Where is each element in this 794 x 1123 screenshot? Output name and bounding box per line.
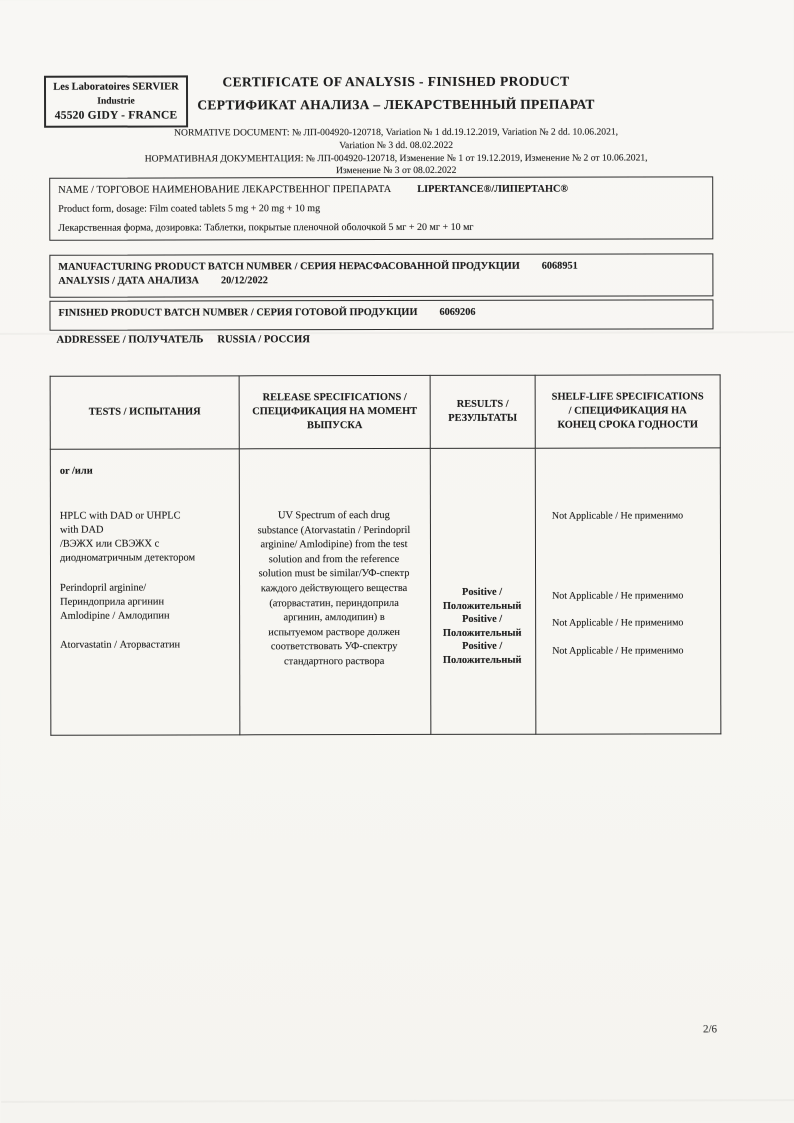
page-number: 2/6 [702, 1023, 718, 1036]
analysis-date-label: ANALYSIS / ДАТА АНАЛИЗА [58, 275, 199, 287]
cell-tests [50, 449, 240, 735]
cell-shelf-life [535, 448, 721, 734]
header-results: RESULTS / РЕЗУЛЬТАТЫ [430, 375, 535, 448]
shelf-life-not-applicable-4: Not Applicable / Не применимо [552, 645, 684, 657]
header-shelf-life-specifications: SHELF-LIFE SPECIFICATIONS / СПЕЦИФИКАЦИЯ НА КОНЕЦ СРОКА ГОДНОСТИ [535, 375, 720, 448]
manufacturer-name: Les Laboratoires SERVIER [53, 81, 179, 93]
normative-ru-line2: Изменение № 3 от 08.02.2022 [335, 165, 457, 177]
addressee-value: RUSSIA / РОССИЯ [217, 334, 310, 346]
tests-method: HPLC with DAD or UHPLC with DAD /ВЭЖХ или СВЭЖХ с диодноматричным детектором [59, 510, 196, 564]
tests-substances: Perindopril arginine/ Периндоприла аргинин Amlodipine / Амлодипин [60, 582, 170, 622]
release-specification-text: UV Spectrum of each drug substance (Atorvastatin / Perindopril arginine/ Amlodipine) from the test solution and from the reference solution must be similar/УФ-спектр каждого действующего вещества (аторвастатин, периндоприла аргинин, амлодипин) в испытуемом растворе должен соответствовать УФ-спектру стандартного раствора [257, 510, 411, 668]
product-name-box [49, 176, 713, 240]
tests-substance-atorvastatin: Atorvastatin / Аторвастатин [60, 639, 181, 651]
certificate-title-ru: СЕРТИФИКАТ АНАЛИЗА – ЛЕКАРСТВЕННЫЙ ПРЕПАРАТ [197, 96, 595, 113]
scan-artifact [1, 1099, 794, 1103]
normative-ru-line1: НОРМАТИВНАЯ ДОКУМЕНТАЦИЯ: № ЛП-004920-120718, Изменение № 1 от 19.12.2019, Изменение № 2 от 10.06.2021, [144, 152, 648, 165]
certificate-title-block [146, 73, 646, 113]
analysis-table [50, 374, 722, 735]
product-form-ru: Лекарственная форма, дозировка: Таблетки, покрытые пленочной оболочкой 5 мг + 20 мг + 10 мг [58, 221, 474, 234]
analysis-date-value: 20/12/2022 [220, 275, 268, 287]
finished-batch-value: 6069206 [439, 306, 476, 318]
manufacturing-batch-box [49, 253, 713, 297]
product-form-en: Product form, dosage: Film coated tablets 5 mg + 20 mg + 10 mg [58, 203, 321, 215]
certificate-title-en: CERTIFICATE OF ANALYSIS - FINISHED PRODUCT [222, 73, 570, 90]
manufacturing-batch-value: 6068951 [541, 260, 578, 272]
shelf-life-not-applicable-1: Not Applicable / Не применимо [551, 510, 684, 522]
product-name-label: NAME / ТОРГОВОЕ НАИМЕНОВАНИЕ ЛЕКАРСТВЕННОГ ПРЕПАРАТА [58, 184, 392, 196]
normative-en-line2: Variation № 3 dd. 08.02.2022 [339, 139, 454, 151]
tests-or-label: or /или [59, 465, 93, 477]
manufacturer-division: Industrie [97, 96, 135, 107]
analysis-table-header-row [50, 375, 720, 449]
shelf-life-not-applicable-3: Not Applicable / Не применимо [552, 617, 684, 629]
normative-document-block [39, 126, 753, 179]
manufacturer-address: 45520 GIDY - FRANCE [54, 109, 178, 122]
addressee-line [57, 334, 310, 346]
addressee-label: ADDRESSEE / ПОЛУЧАТЕЛЬ [56, 334, 204, 346]
product-name-value: LIPERTANCE®/ЛИПЕРТАНС® [417, 183, 569, 195]
finished-batch-box [49, 299, 713, 330]
results-text: Positive / Положительный Positive / Положительный Positive / Положительный [442, 586, 522, 666]
header-tests: TESTS / ИСПЫТАНИЯ [50, 376, 239, 449]
analysis-table-data-row [50, 448, 721, 735]
scan-artifact [0, 331, 794, 335]
manufacturing-batch-label: MANUFACTURING PRODUCT BATCH NUMBER / СЕРИЯ НЕРАСФАСОВАННОЙ ПРОДУКЦИИ [58, 260, 520, 273]
normative-en-line1: NORMATIVE DOCUMENT: № ЛП-004920-120718, Variation № 1 dd.19.12.2019, Variation № 2 dd. 10.06.2021, [174, 126, 619, 139]
finished-batch-label: FINISHED PRODUCT BATCH NUMBER / СЕРИЯ ГОТОВОЙ ПРОДУКЦИИ [58, 306, 418, 319]
header-release-specifications: RELEASE SPECIFICATIONS / СПЕЦИФИКАЦИЯ НА МОМЕНТ ВЫПУСКА [239, 375, 430, 448]
shelf-life-not-applicable-2: Not Applicable / Не применимо [552, 590, 684, 602]
cell-release-specification [239, 448, 431, 734]
cell-results [430, 448, 536, 734]
